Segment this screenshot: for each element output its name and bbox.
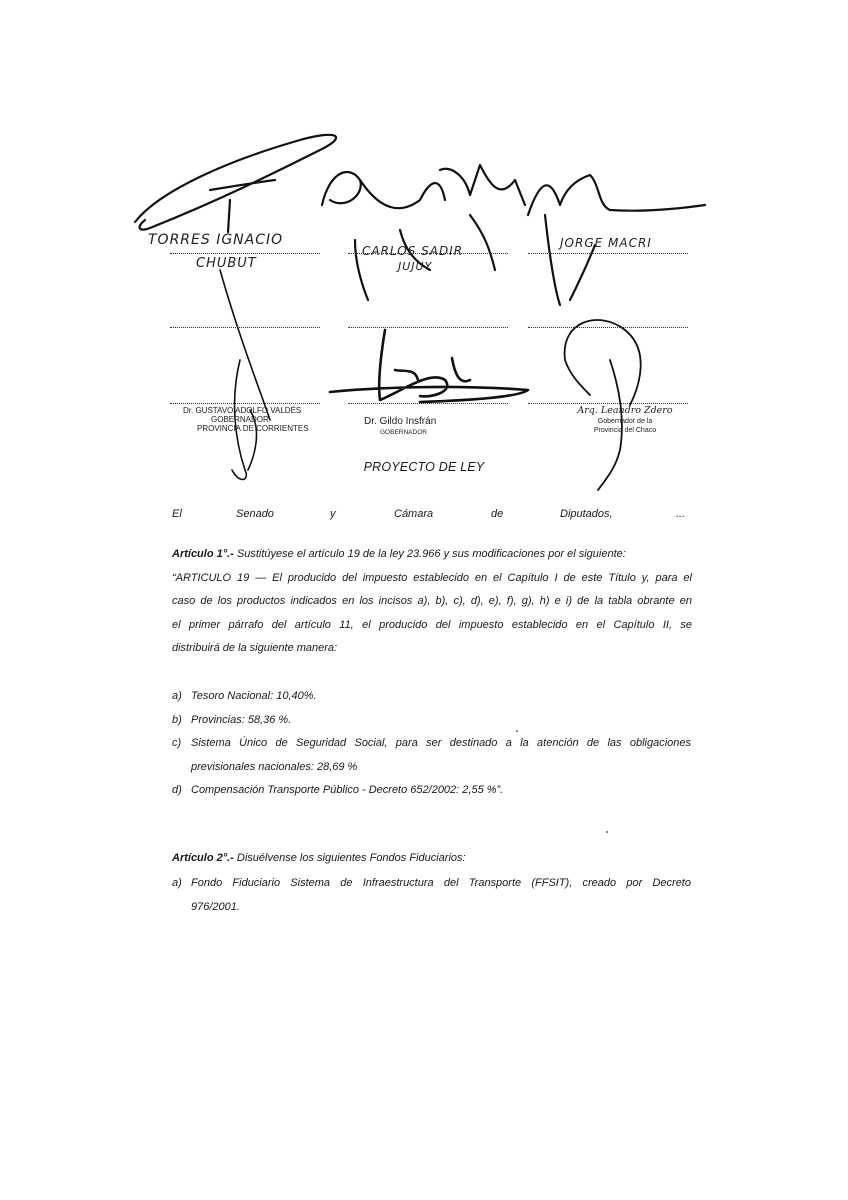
article-1-line: caso de los productos indicados en los incisos a), b), c), d), e), f), g), h) e i) de la tabla obrante en: [172, 595, 692, 608]
signature-line: [170, 403, 320, 404]
caption-insfran-name: Dr. Gildo Insfrán: [364, 416, 437, 427]
list-item: [0, 732, 848, 780]
article-1-intro: Sustitúyese el artículo 19 de la ley 23.966 y sus modificaciones por el siguiente:: [233, 548, 626, 560]
preamble-word: de: [491, 508, 504, 520]
list-item-text: Provincias: 58,36 %.: [191, 714, 292, 726]
list-item-text-continued: 976/2001.: [191, 901, 240, 913]
caption-insfran-role: GOBERNADOR: [380, 429, 427, 436]
article-1: [172, 543, 692, 661]
signature-insfran: [330, 330, 528, 402]
preamble-word: ...: [676, 508, 686, 520]
caption-insfran: [364, 416, 484, 437]
signature-line: [528, 403, 688, 404]
signature-line: [528, 253, 688, 254]
caption-zdero-role: Gobernador de la: [597, 418, 653, 425]
preamble-word: Diputados,: [560, 508, 613, 520]
list-item-letter: d): [172, 784, 182, 796]
list-item-text-continued: previsionales nacionales: 28,69 %: [191, 761, 358, 773]
handwritten-name-macri: JORGE MACRI: [560, 236, 652, 250]
handwritten-province-jujuy: JUJUY: [398, 260, 433, 273]
signature-line: [348, 327, 508, 328]
list-item: [0, 709, 848, 733]
list-item-letter: a): [172, 690, 182, 702]
list-item: [0, 779, 848, 803]
preamble-word: Cámara: [394, 508, 434, 520]
handwritten-province-chubut: CHUBUT: [196, 256, 257, 271]
handwritten-name-torres: TORRES IGNACIO: [148, 232, 284, 248]
caption-zdero-province: Provincia del Chaco: [593, 427, 657, 434]
caption-valdes-role: GOBERNADOR: [211, 415, 269, 424]
caption-valdes-province: PROVINCIA DE CORRIENTES: [197, 424, 309, 433]
caption-valdes-name: Dr. GUSTAVO ADOLFO VALDÉS: [183, 406, 302, 415]
list-item-letter: a): [172, 877, 182, 889]
article-2-heading: Artículo 2°.-: [172, 852, 234, 864]
article-1-line: distribuirá de la siguiente manera:: [172, 642, 338, 655]
list-item-text: Compensación Transporte Público - Decreto 652/2002: 2,55 %”.: [191, 784, 504, 796]
handwritten-name-sadir: CARLOS SADIR: [362, 244, 464, 258]
article-1-line: “ARTICULO 19 — El producido del impuesto establecido en el Capítulo I de este Título y, para el: [172, 571, 692, 584]
list-item-text: Fondo Fiduciario Sistema de Infraestructura del Transporte (FFSIT), creado por Decreto: [191, 877, 691, 889]
preamble-word: Senado: [236, 508, 274, 520]
list-item: [0, 872, 848, 920]
scan-speck: [516, 730, 518, 732]
signature-sadir: [322, 165, 525, 300]
caption-valdes: [183, 406, 323, 433]
signature-torres: [135, 135, 336, 232]
article-1-line: el primer párrafo del artículo 11, el producido del impuesto establecido en el Capítulo II, se: [172, 618, 692, 631]
signature-line: [170, 253, 320, 254]
signature-line: [348, 253, 508, 254]
caption-zdero: [570, 405, 680, 435]
list-item-letter: b): [172, 714, 182, 726]
preamble-word: El: [172, 508, 182, 520]
preamble-word: y: [330, 508, 336, 520]
signature-line: [528, 327, 688, 328]
article-2: [172, 847, 692, 871]
article-2-intro: Disuélvense los siguientes Fondos Fiduciarios:: [233, 852, 466, 864]
scan-speck: [606, 831, 608, 833]
list-item-letter: c): [172, 737, 182, 749]
article-1-heading: Artículo 1°.-: [172, 548, 234, 560]
signature-line: [170, 327, 320, 328]
list-item: [0, 685, 848, 709]
list-item-text: Sistema Único de Seguridad Social, para ser destinado a la atención de las obligaciones: [191, 737, 691, 749]
signature-line: [348, 403, 508, 404]
document-title: PROYECTO DE LEY: [363, 460, 485, 474]
caption-zdero-name: Arq. Leandro Zdero: [577, 405, 673, 416]
list-item-text: Tesoro Nacional: 10,40%.: [191, 690, 317, 702]
